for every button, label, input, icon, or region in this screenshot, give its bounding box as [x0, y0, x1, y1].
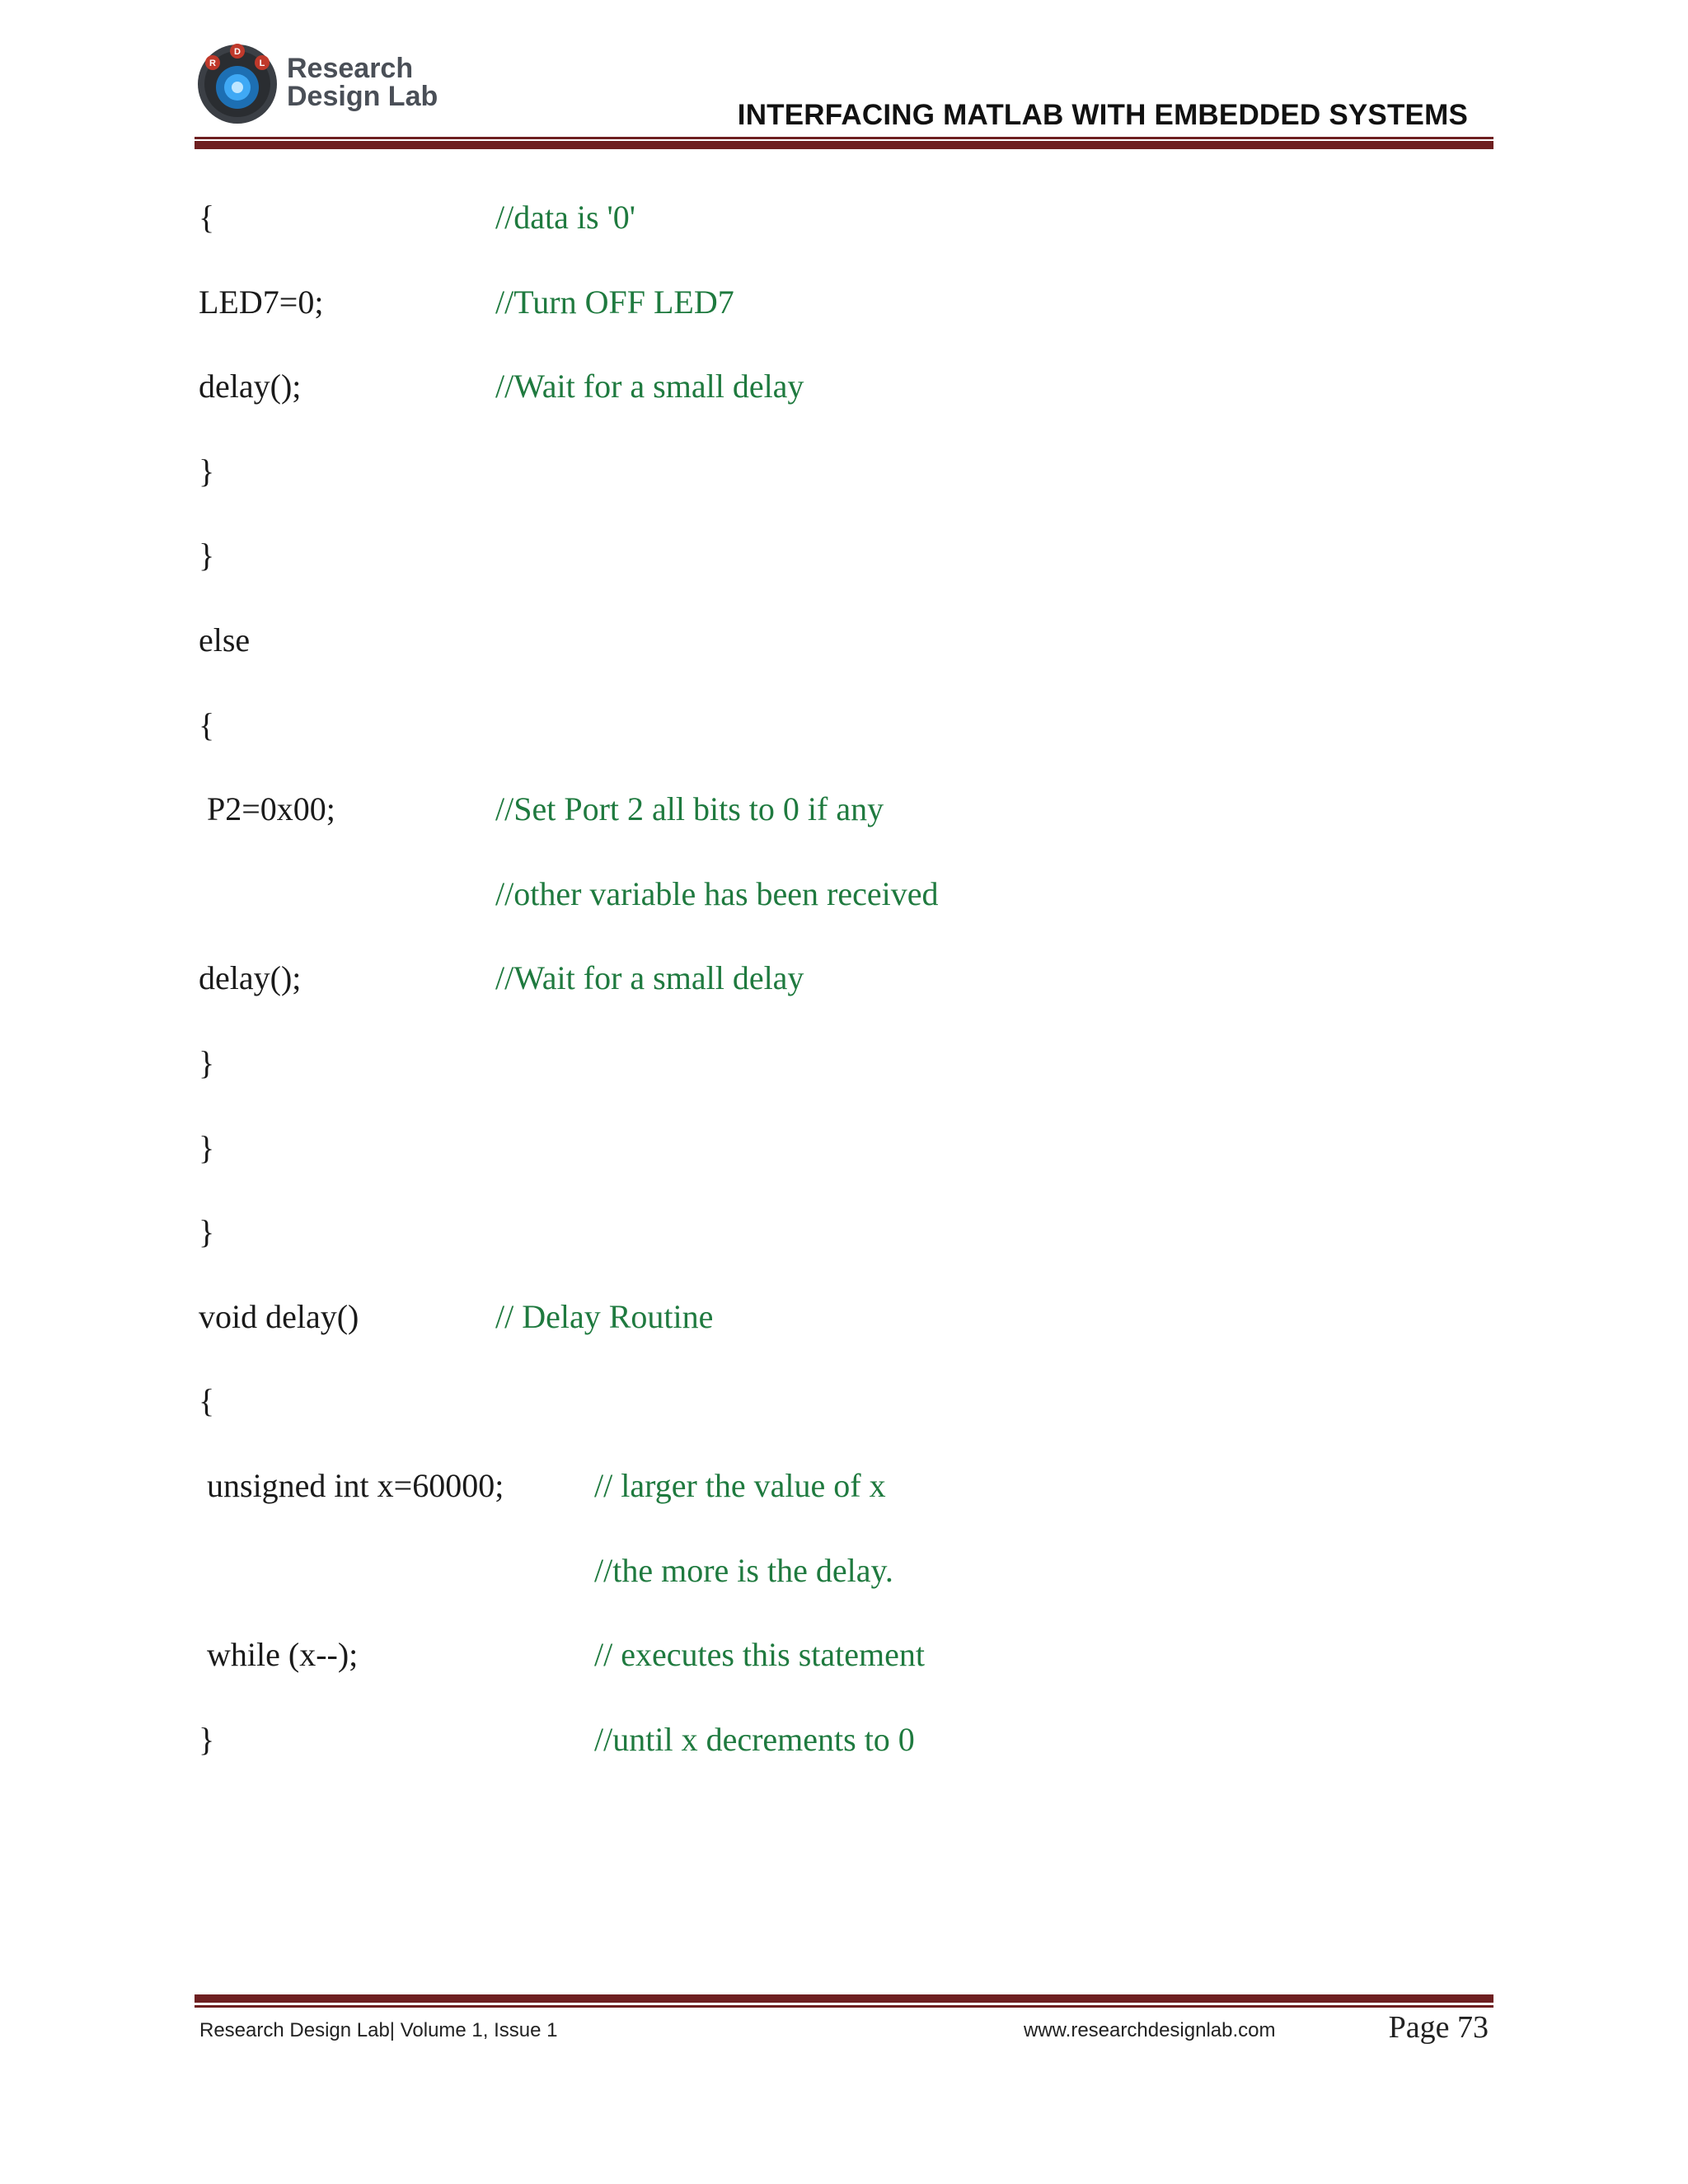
code-text: { — [199, 1382, 215, 1419]
code-comment: //Set Port 2 all bits to 0 if any — [495, 790, 884, 827]
code-text: else — [199, 621, 251, 658]
company-logo — [196, 43, 460, 134]
code-comment: //other variable has been received — [495, 875, 939, 912]
code-text: while (x--); — [199, 1636, 359, 1673]
code-comment: //Turn OFF LED7 — [495, 284, 734, 321]
code-text: P2=0x00; — [199, 790, 335, 827]
footer-rule-thick — [195, 1994, 1493, 2003]
code-comment: // larger the value of x — [594, 1467, 886, 1504]
svg-text:L: L — [259, 59, 265, 68]
code-text: } — [199, 452, 215, 490]
logo-line-1: Research — [287, 53, 414, 84]
code-text: unsigned int x=60000; — [199, 1467, 504, 1504]
code-text: { — [199, 199, 215, 236]
code-text: } — [199, 537, 215, 574]
logo-line-2: Design Lab — [287, 81, 438, 112]
code-comment: //Wait for a small delay — [495, 368, 804, 405]
code-text: void delay() — [199, 1298, 359, 1335]
logo-wordmark — [287, 54, 438, 110]
footer-website-link[interactable]: www.researchdesignlab.com — [1024, 2019, 1276, 2041]
footer-rule-thin — [195, 2005, 1493, 2008]
code-comment: // executes this statement — [594, 1636, 925, 1673]
svg-text:R: R — [209, 59, 216, 68]
code-text: } — [199, 1721, 215, 1758]
page-number: Page 73 — [1388, 2010, 1489, 2045]
rdl-logo-icon — [196, 43, 279, 125]
code-text: LED7=0; — [199, 284, 324, 321]
header-rule-thin — [195, 137, 1493, 139]
code-text: } — [199, 1044, 215, 1081]
code-text: delay(); — [199, 368, 302, 405]
code-text: } — [199, 1213, 215, 1250]
document-title: INTERFACING MATLAB WITH EMBEDDED SYSTEMS — [737, 99, 1468, 131]
code-text: } — [199, 1129, 215, 1166]
code-comment: //until x decrements to 0 — [594, 1721, 915, 1758]
svg-text:D: D — [234, 47, 241, 57]
code-comment: //Wait for a small delay — [495, 959, 804, 996]
code-comment: //the more is the delay. — [594, 1552, 893, 1589]
code-comment: //data is '0' — [495, 199, 635, 236]
code-text: { — [199, 706, 215, 743]
code-text: delay(); — [199, 959, 302, 996]
code-comment: // Delay Routine — [495, 1298, 714, 1335]
header-rule-thick — [195, 141, 1493, 149]
footer-publication: Research Design Lab| Volume 1, Issue 1 — [199, 2019, 558, 2041]
